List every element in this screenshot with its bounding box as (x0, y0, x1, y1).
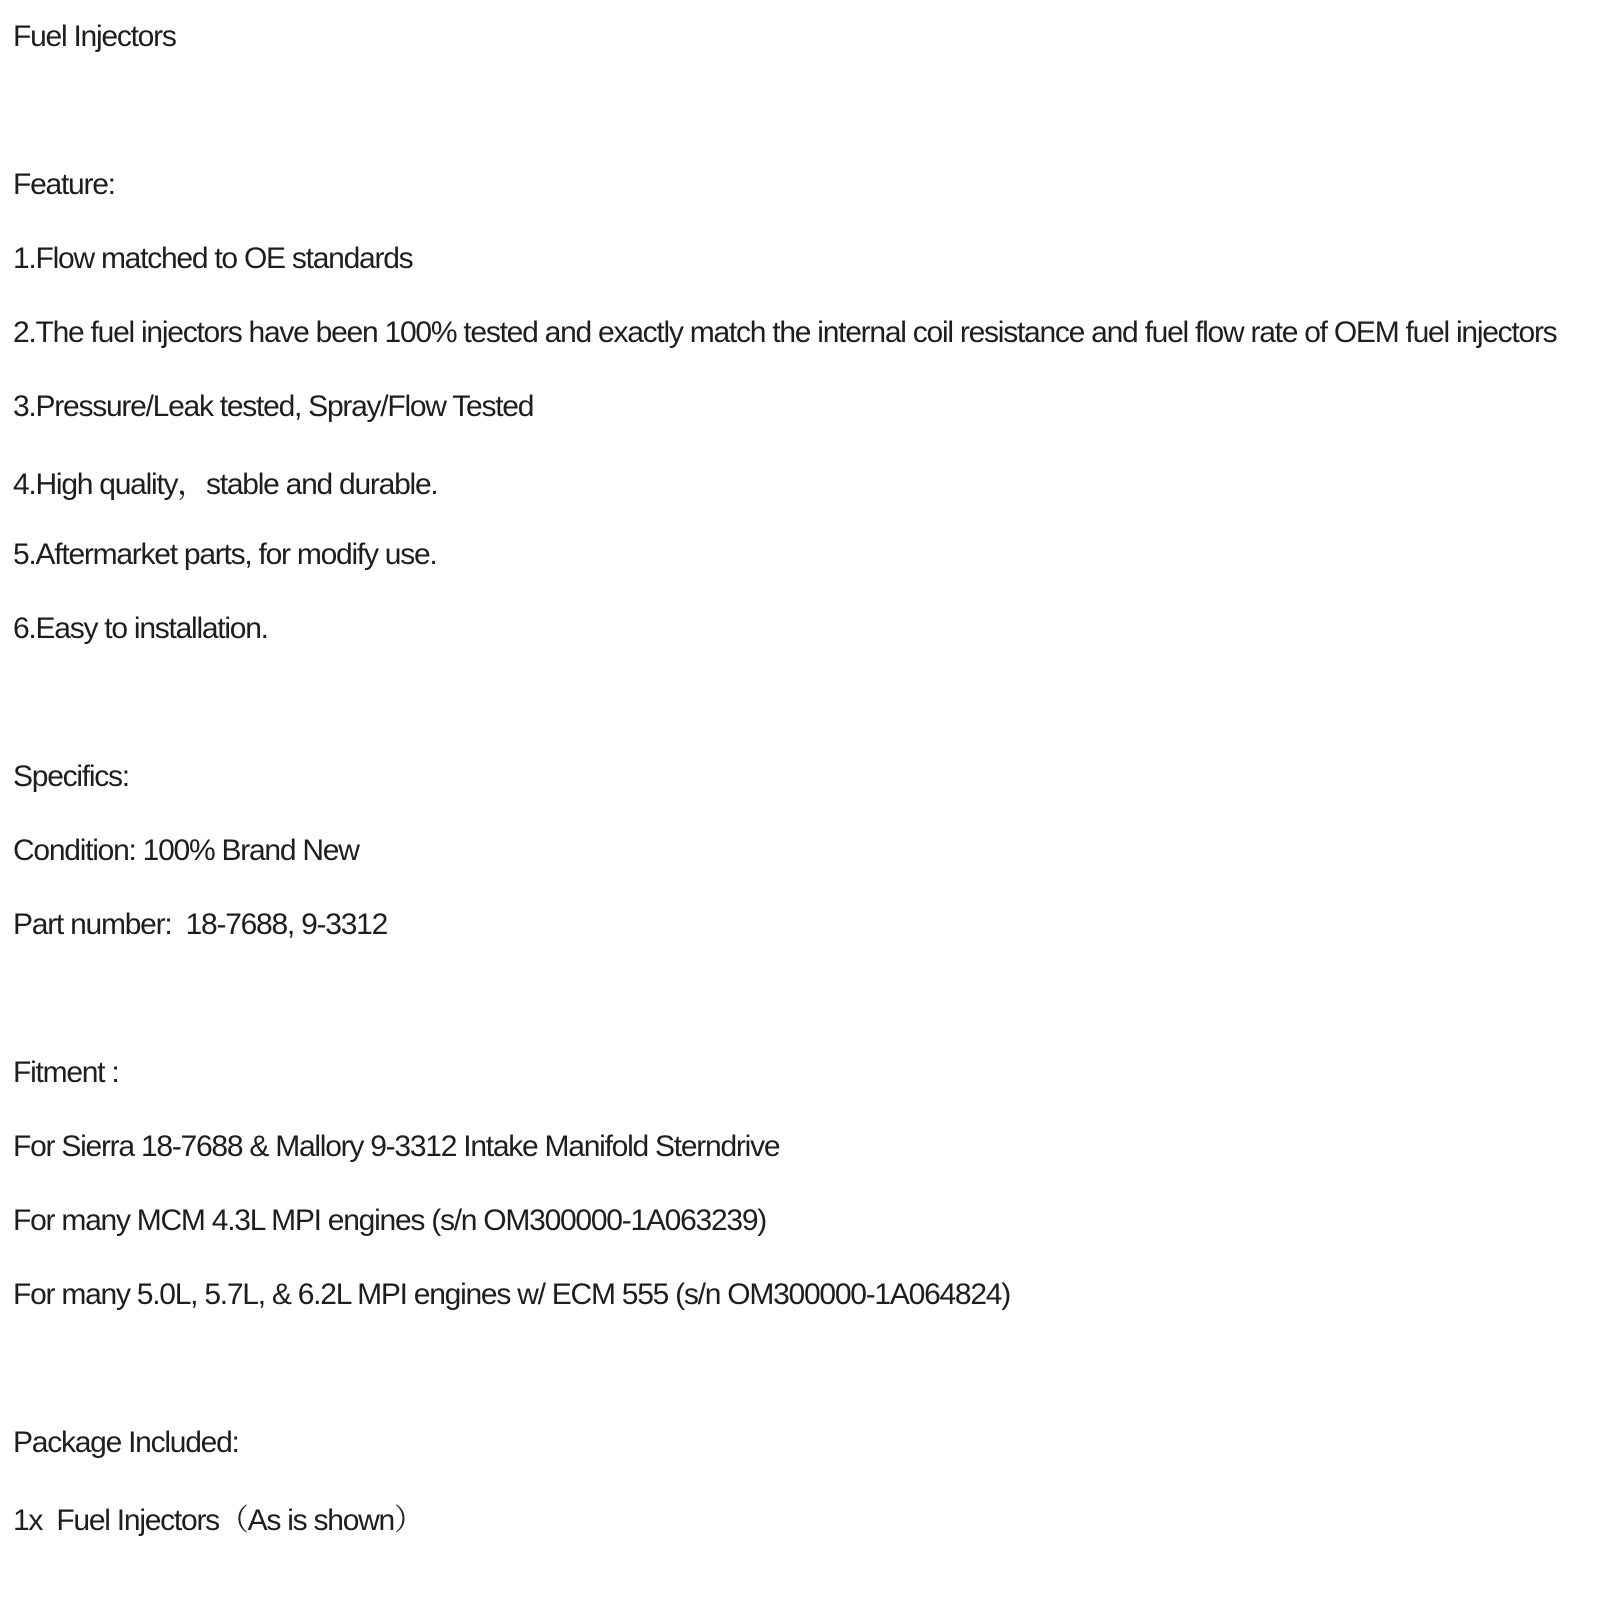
package-heading: Package Included: (13, 1426, 239, 1459)
feature-item-4: 4.High quality，stable and durable. (13, 468, 438, 501)
fitment-item-3: For many 5.0L, 5.7L, & 6.2L MPI engines w/ ECM 555 (s/n OM300000-1A064824) (13, 1278, 1010, 1311)
blank-line (13, 666, 1600, 740)
fitment-heading: Fitment : (13, 1056, 119, 1089)
fitment-item-2: For many MCM 4.3L MPI engines (s/n OM300000-1A063239) (13, 1204, 767, 1237)
blank-line (13, 1332, 1600, 1406)
feature-item-2: 2.The fuel injectors have been 100% tested and exactly match the internal coil resistance and fuel flow rate of OEM fuel injectors (13, 316, 1557, 349)
blank-line (13, 74, 1600, 148)
feature-item-6: 6.Easy to installation. (13, 612, 268, 645)
specifics-condition: Condition: 100% Brand New (13, 834, 359, 867)
specifics-heading: Specifics: (13, 760, 129, 793)
feature-item-1: 1.Flow matched to OE standards (13, 242, 413, 275)
fitment-item-1: For Sierra 18-7688 & Mallory 9-3312 Intake Manifold Sterndrive (13, 1130, 780, 1163)
blank-line (13, 962, 1600, 1036)
feature-heading: Feature: (13, 168, 115, 201)
package-item-1: 1x Fuel Injectors（As is shown） (13, 1504, 423, 1537)
page-title: Fuel Injectors (13, 20, 176, 53)
feature-item-3: 3.Pressure/Leak tested, Spray/Flow Tested (13, 390, 534, 423)
feature-item-5: 5.Aftermarket parts, for modify use. (13, 538, 437, 571)
specifics-part-number: Part number: 18-7688, 9-3312 (13, 908, 388, 941)
